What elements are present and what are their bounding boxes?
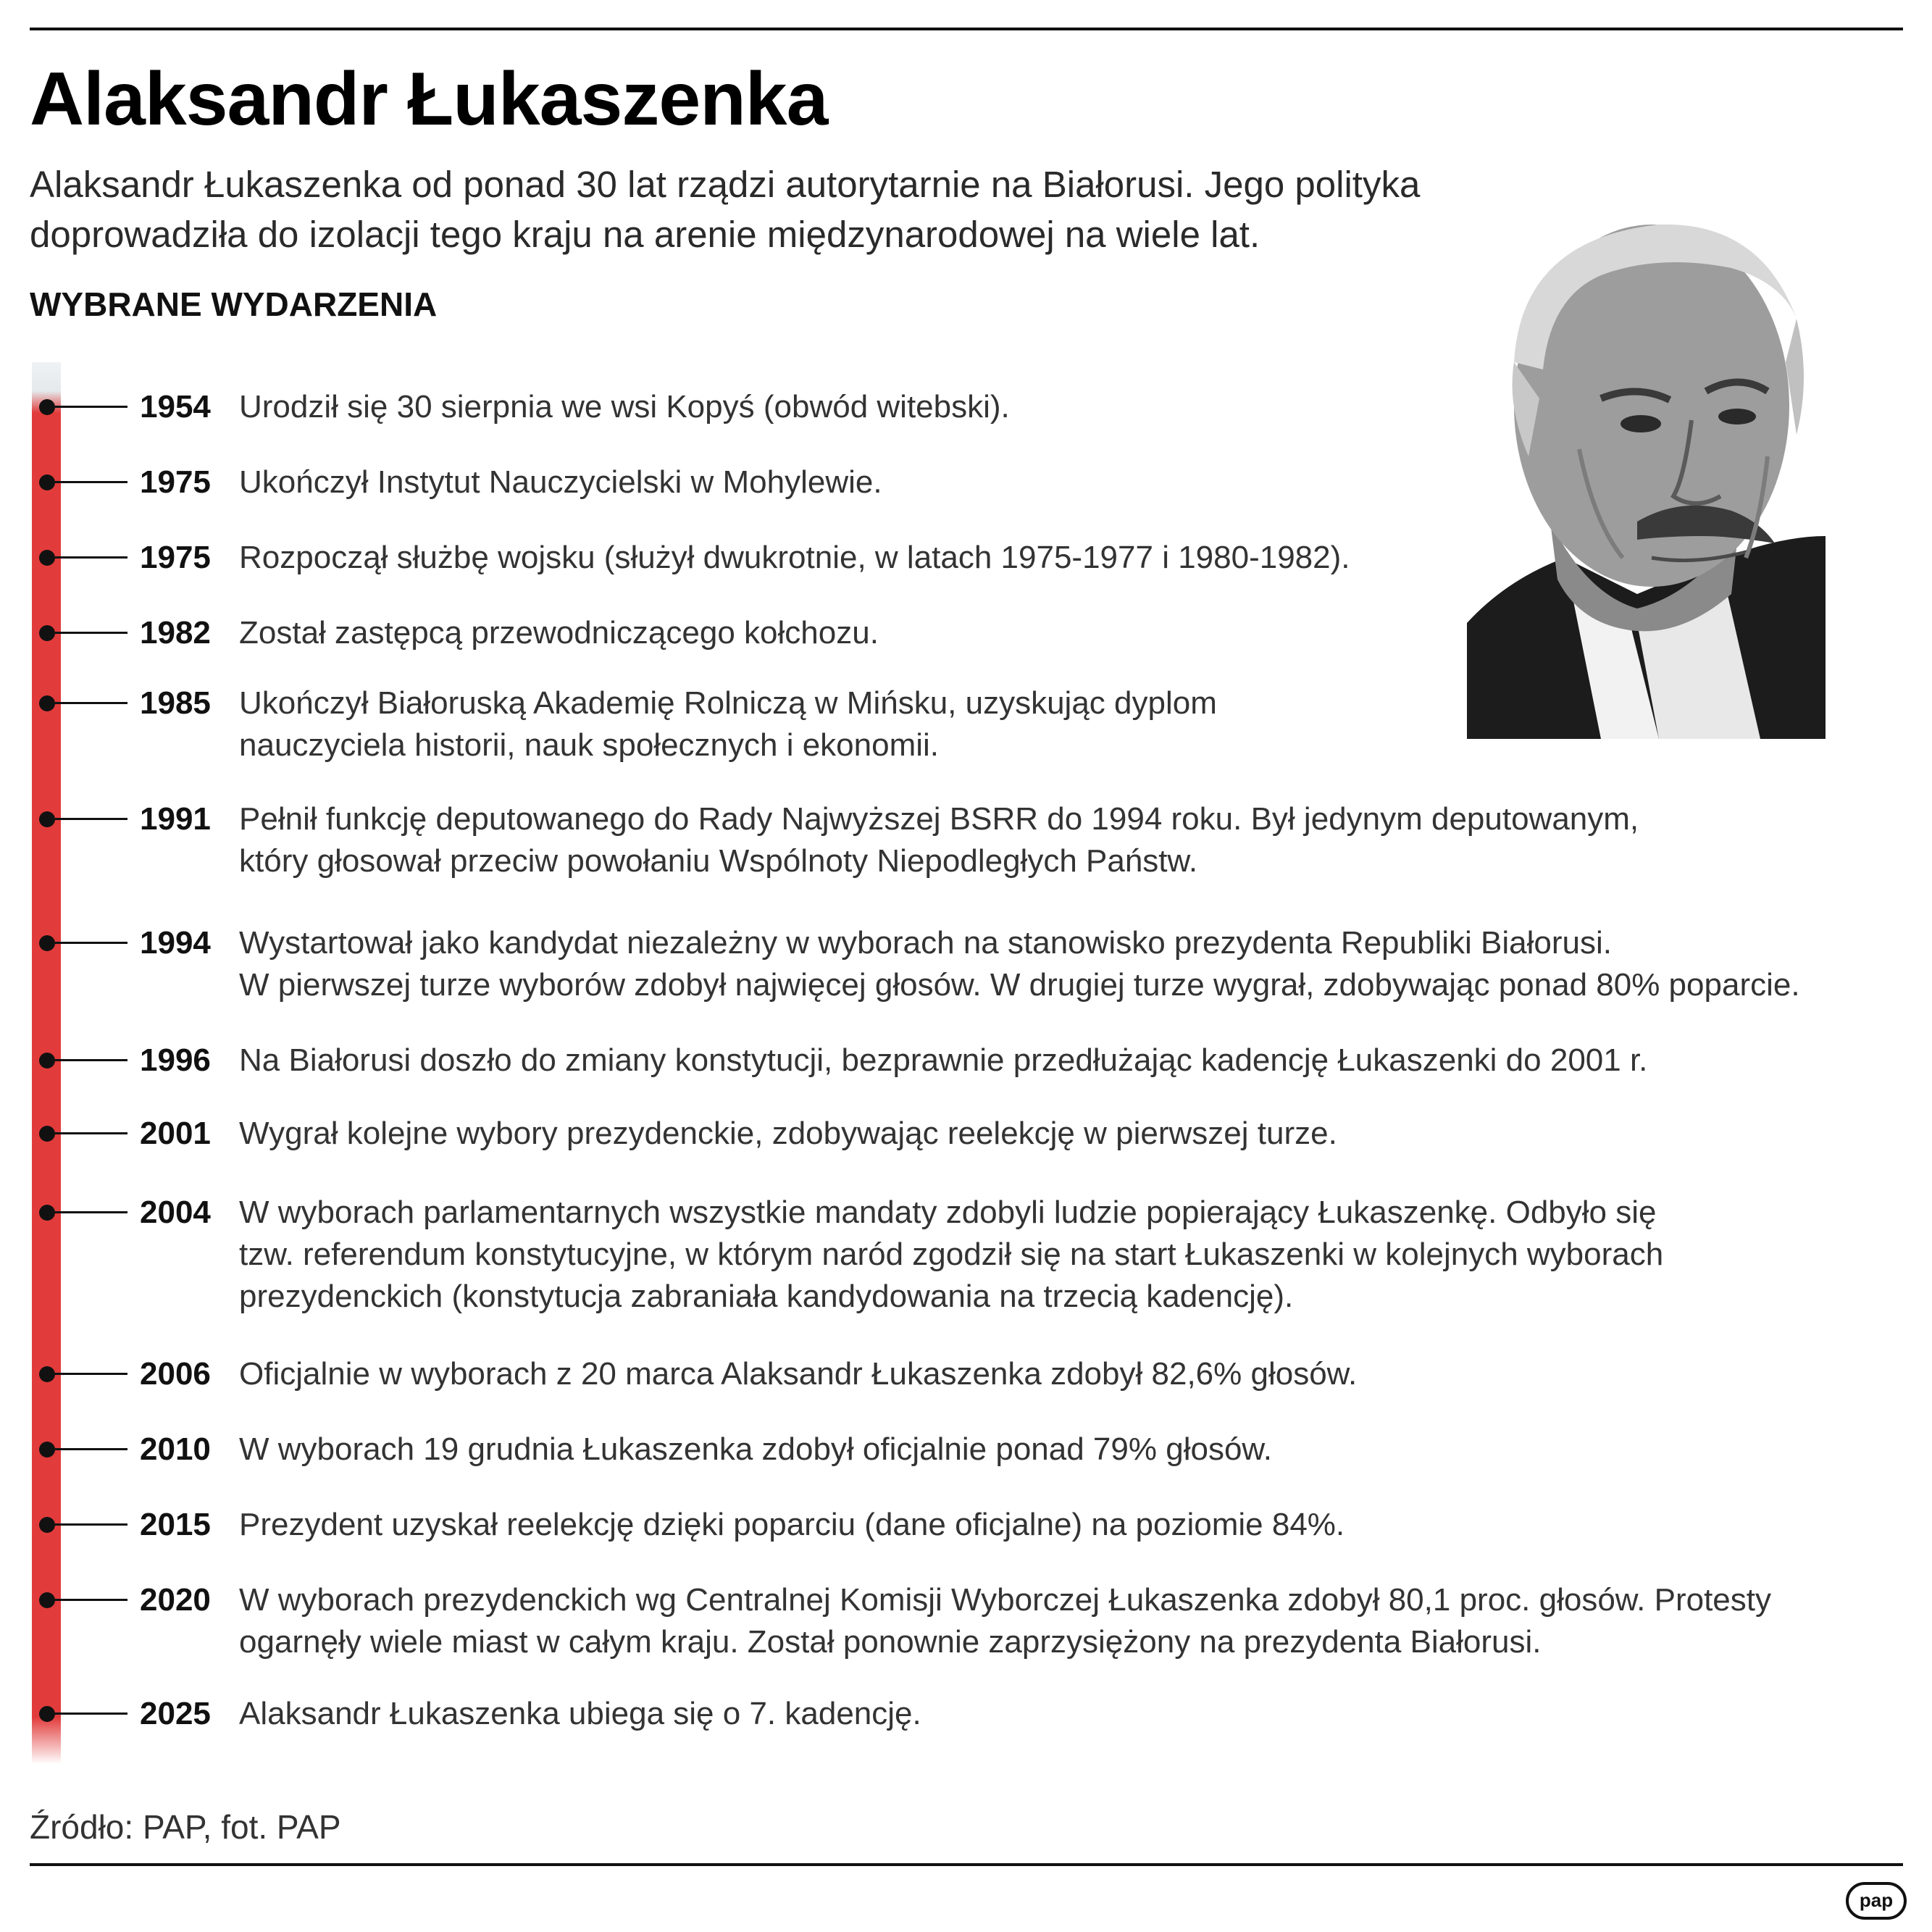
timeline-dot [39,935,55,951]
event-year: 1994 [140,925,211,961]
timeline-dot [39,1366,55,1382]
timeline-connector [55,632,127,634]
event-description: Rozpoczął służbę wojsku (służył dwukrotnie, w latach 1975-1977 i 1980-1982). [239,540,1350,575]
event-description: Oficjalnie w wyborach z 20 marca Alaksandr Łukaszenka zdobył 82,6% głosów. [239,1356,1358,1392]
page-title: Alaksandr Łukaszenka [30,57,828,141]
event-year: 1991 [140,801,211,837]
timeline-dot [39,1205,55,1221]
timeline-connector [55,406,127,408]
event-description: W wyborach parlamentarnych wszystkie mandaty zdobyli ludzie popierający Łukaszenkę. Odbyło się tzw. referendum konstytucyjne, w którym naród zgodził się na start Łukaszenki w kolejnych wyborach prezydenckich (konstytucja zabraniała kandydowania na trzecią kadencję). [239,1195,1664,1314]
event-year: 2001 [140,1116,211,1151]
lead-paragraph: Alaksandr Łukaszenka od ponad 30 lat rządzi autorytarnie na Białorusi. Jego polityka doprowadziła do izolacji tego kraju na arenie międzynarodowej na wiele lat. [30,164,1421,255]
timeline-connector [55,481,127,483]
timeline-dot [39,474,55,490]
event-description: Alaksandr Łukaszenka ubiega się o 7. kadencję. [239,1696,921,1731]
event-description: W wyborach prezydenckich wg Centralnej Komisji Wyborczej Łukaszenka zdobył 80,1 proc. głosów. Protesty ogarnęły wiele miast w całym kraju. Został ponownie zaprzysiężony na prezydenta Białorusi. [239,1582,1771,1660]
event-year: 2025 [140,1696,211,1731]
event-description: Pełnił funkcję deputowanego do Rady Najwyższej BSRR do 1994 roku. Był jedynym deputowanym, który głosował przeciw powołaniu Wspólnoty Niepodległych Państw. [239,801,1639,879]
event-year: 1985 [140,685,211,721]
event-description: W wyborach 19 grudnia Łukaszenka zdobył oficjalnie ponad 79% głosów. [239,1431,1272,1467]
event-description: Prezydent uzyskał reelekcję dzięki poparciu (dane oficjalne) na poziomie 84%. [239,1507,1345,1542]
event-year: 2015 [140,1507,211,1542]
event-year: 2020 [140,1582,211,1618]
timeline-connector [55,1448,127,1450]
event-description: Został zastępcą przewodniczącego kołchozu. [239,615,879,651]
section-heading: WYBRANE WYDARZENIA [30,285,438,323]
timeline-connector [55,1599,127,1601]
timeline-dot [39,1126,55,1142]
timeline-connector [55,1713,127,1715]
timeline-connector [55,702,127,704]
event-year: 2010 [140,1431,211,1467]
bottom-rule [30,1863,1903,1866]
timeline-dot [39,1053,55,1069]
event-year: 1975 [140,540,211,575]
top-rule [30,28,1903,30]
logo-text: pap [1859,1889,1894,1911]
source-note: Źródło: PAP, fot. PAP [30,1808,341,1846]
event-description: Urodził się 30 sierpnia we wsi Kopyś (obwód witebski). [239,389,1010,425]
timeline-dot [39,550,55,566]
event-year: 1982 [140,615,211,651]
event-description: Na Białorusi doszło do zmiany konstytucji, bezprawnie przedłużając kadencję Łukaszenki do 2001 r. [239,1042,1648,1078]
event-description: Wygrał kolejne wybory prezydenckie, zdobywając reelekcję w pierwszej turze. [239,1116,1337,1151]
timeline-connector [55,1059,127,1061]
timeline-connector [55,1211,127,1213]
event-description: Ukończył Instytut Nauczycielski w Mohylewie. [239,464,882,500]
event-year: 1975 [140,464,211,500]
timeline-dot [39,1592,55,1608]
timeline-dot [39,625,55,641]
timeline-dot [39,811,55,827]
timeline-connector [55,1132,127,1134]
event-year: 1996 [140,1042,211,1078]
timeline-dot [39,399,55,415]
timeline-connector [55,818,127,820]
event-description: Ukończył Białoruską Akademię Rolniczą w Mińsku, uzyskując dyplom nauczyciela historii, nauk społecznych i ekonomii. [239,685,1217,763]
timeline-dot [39,695,55,711]
event-year: 2004 [140,1195,211,1230]
event-description: Wystartował jako kandydat niezależny w wyborach na stanowisko prezydenta Republiki Białorusi. W pierwszej turze wyborów zdobył najwięcej głosów. W drugiej turze wygrał, zdobywając ponad 80% poparcie. [239,925,1800,1003]
timeline-dot [39,1517,55,1533]
timeline-connector [55,1523,127,1526]
timeline-connector [55,556,127,559]
timeline-connector [55,1373,127,1375]
event-year: 1954 [140,389,211,425]
timeline-connector [55,942,127,944]
event-year: 2006 [140,1356,211,1392]
timeline-dot [39,1442,55,1458]
pap-logo [1846,1882,1907,1920]
timeline-dot [39,1706,55,1722]
